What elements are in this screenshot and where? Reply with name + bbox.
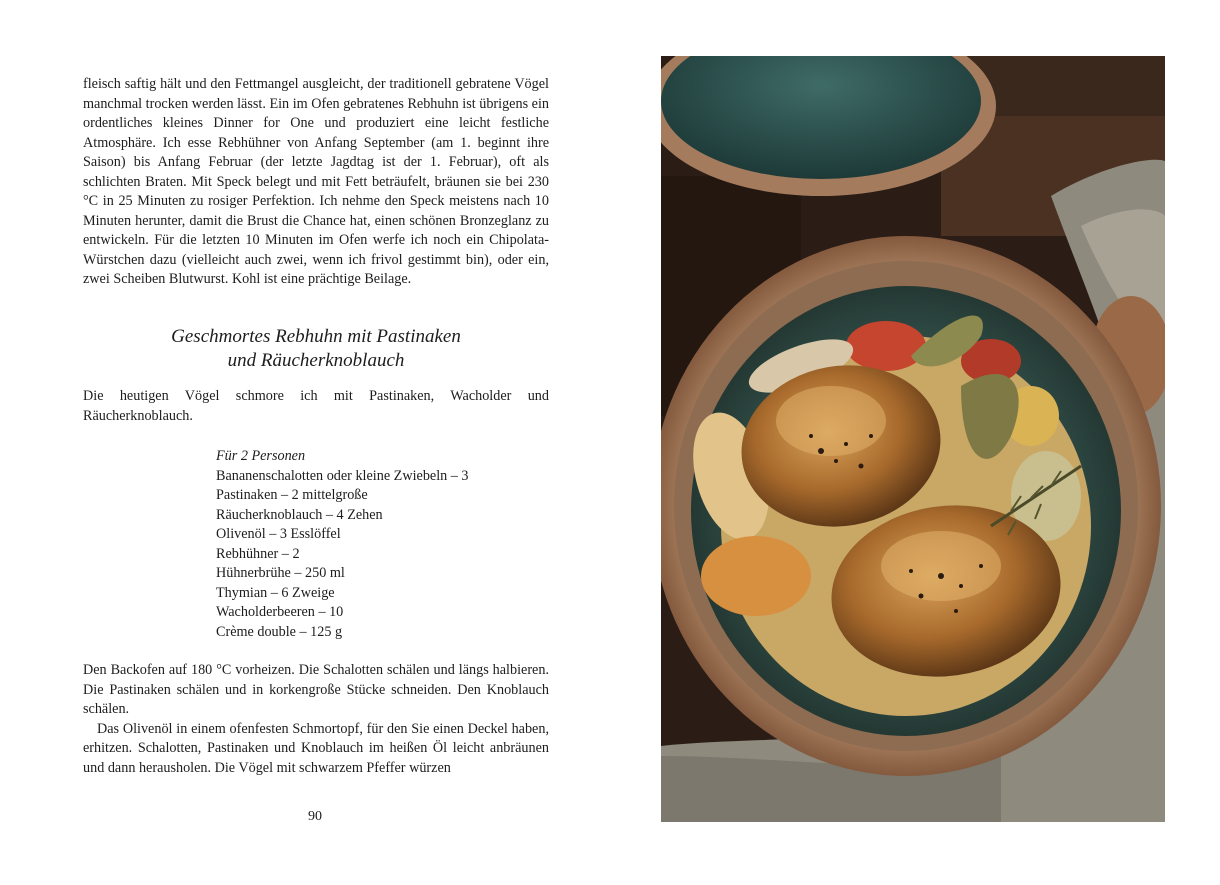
servings-label: Für 2 Personen	[216, 448, 306, 464]
ingredients-block	[216, 447, 536, 642]
partridge-casserole-photo	[661, 56, 1165, 822]
ingredient-item: Rebhühner – 2	[216, 545, 300, 562]
method-paragraph: Das Olivenöl in einem ofenfesten Schmortopf, für den Sie einen Deckel haben, erhitzen. Schalotten, Pastinaken und Knoblauch im heißen Öl leicht anbräunen und dann herausholen. Die Vögel mit schwarzem Pfeffer würzen	[83, 720, 549, 776]
page-number: 90	[308, 809, 322, 824]
method-paragraph: Den Backofen auf 180 °C vorheizen. Die Schalotten schälen und längs halbieren. Die Pastinaken schälen und in korkengroße Stücke schneiden. Den Knoblauch schälen.	[83, 662, 549, 717]
ingredient-item: Olivenöl – 3 Esslöffel	[216, 526, 341, 542]
recipe-title-line-1: Geschmortes Rebhuhn mit Pastinaken	[171, 326, 461, 347]
method-text	[83, 661, 549, 778]
ingredient-item: Räucherknoblauch – 4 Zehen	[216, 506, 383, 523]
body-paragraph: fleisch saftig hält und den Fettmangel ausgleicht, der traditionell gebratene Vögel manchmal trocken werden lässt. Ein im Ofen gebratenes Rebhuhn ist übrigens ein ordentliches kleines Dinner for One und produziert eine leicht festliche Atmosphäre. Ich esse Rebhühner von Anfang September (am 1. beginnt ihre Saison) bis Anfang Februar (der letzte Jagdtag ist der 1. Februar), oft als schlichten Braten. Mit Speck belegt und mit Fett beträufelt, bräunen sie bei 230 °C in 25 Minuten zu rosiger Perfektion. Ich nehme den Speck meistens nach 10 Minuten herunter, damit die Brust die Chance hat, einen schönen Bronzeglanz zu entwickeln. Für die letzten 10 Minuten im Ofen werfe ich noch ein Chipolata-Würstchen dazu (vielleicht auch zwei, wenn ich frivol gestimmt bin), oder ein, zwei Scheiben Blutwurst. Kohl ist eine prächtige Beilage.	[83, 76, 549, 287]
recipe-title-line-2: und Räucherknoblauch	[227, 350, 405, 371]
ingredient-item: Pastinaken – 2 mittelgroße	[216, 487, 368, 503]
ingredient-item: Bananenschalotten oder kleine Zwiebeln – 3	[216, 467, 469, 484]
ingredient-item: Wacholderbeeren – 10	[216, 604, 344, 620]
ingredient-item: Thymian – 6 Zweige	[216, 584, 335, 601]
ingredient-item: Hühnerbrühe – 250 ml	[216, 565, 345, 581]
ingredient-item: Crème double – 125 g	[216, 623, 343, 640]
recipe-title	[83, 325, 549, 373]
ingredient-list	[216, 467, 536, 643]
recipe-intro: Die heutigen Vögel schmore ich mit Pastinaken, Wacholder und Räucherknoblauch.	[83, 388, 549, 424]
